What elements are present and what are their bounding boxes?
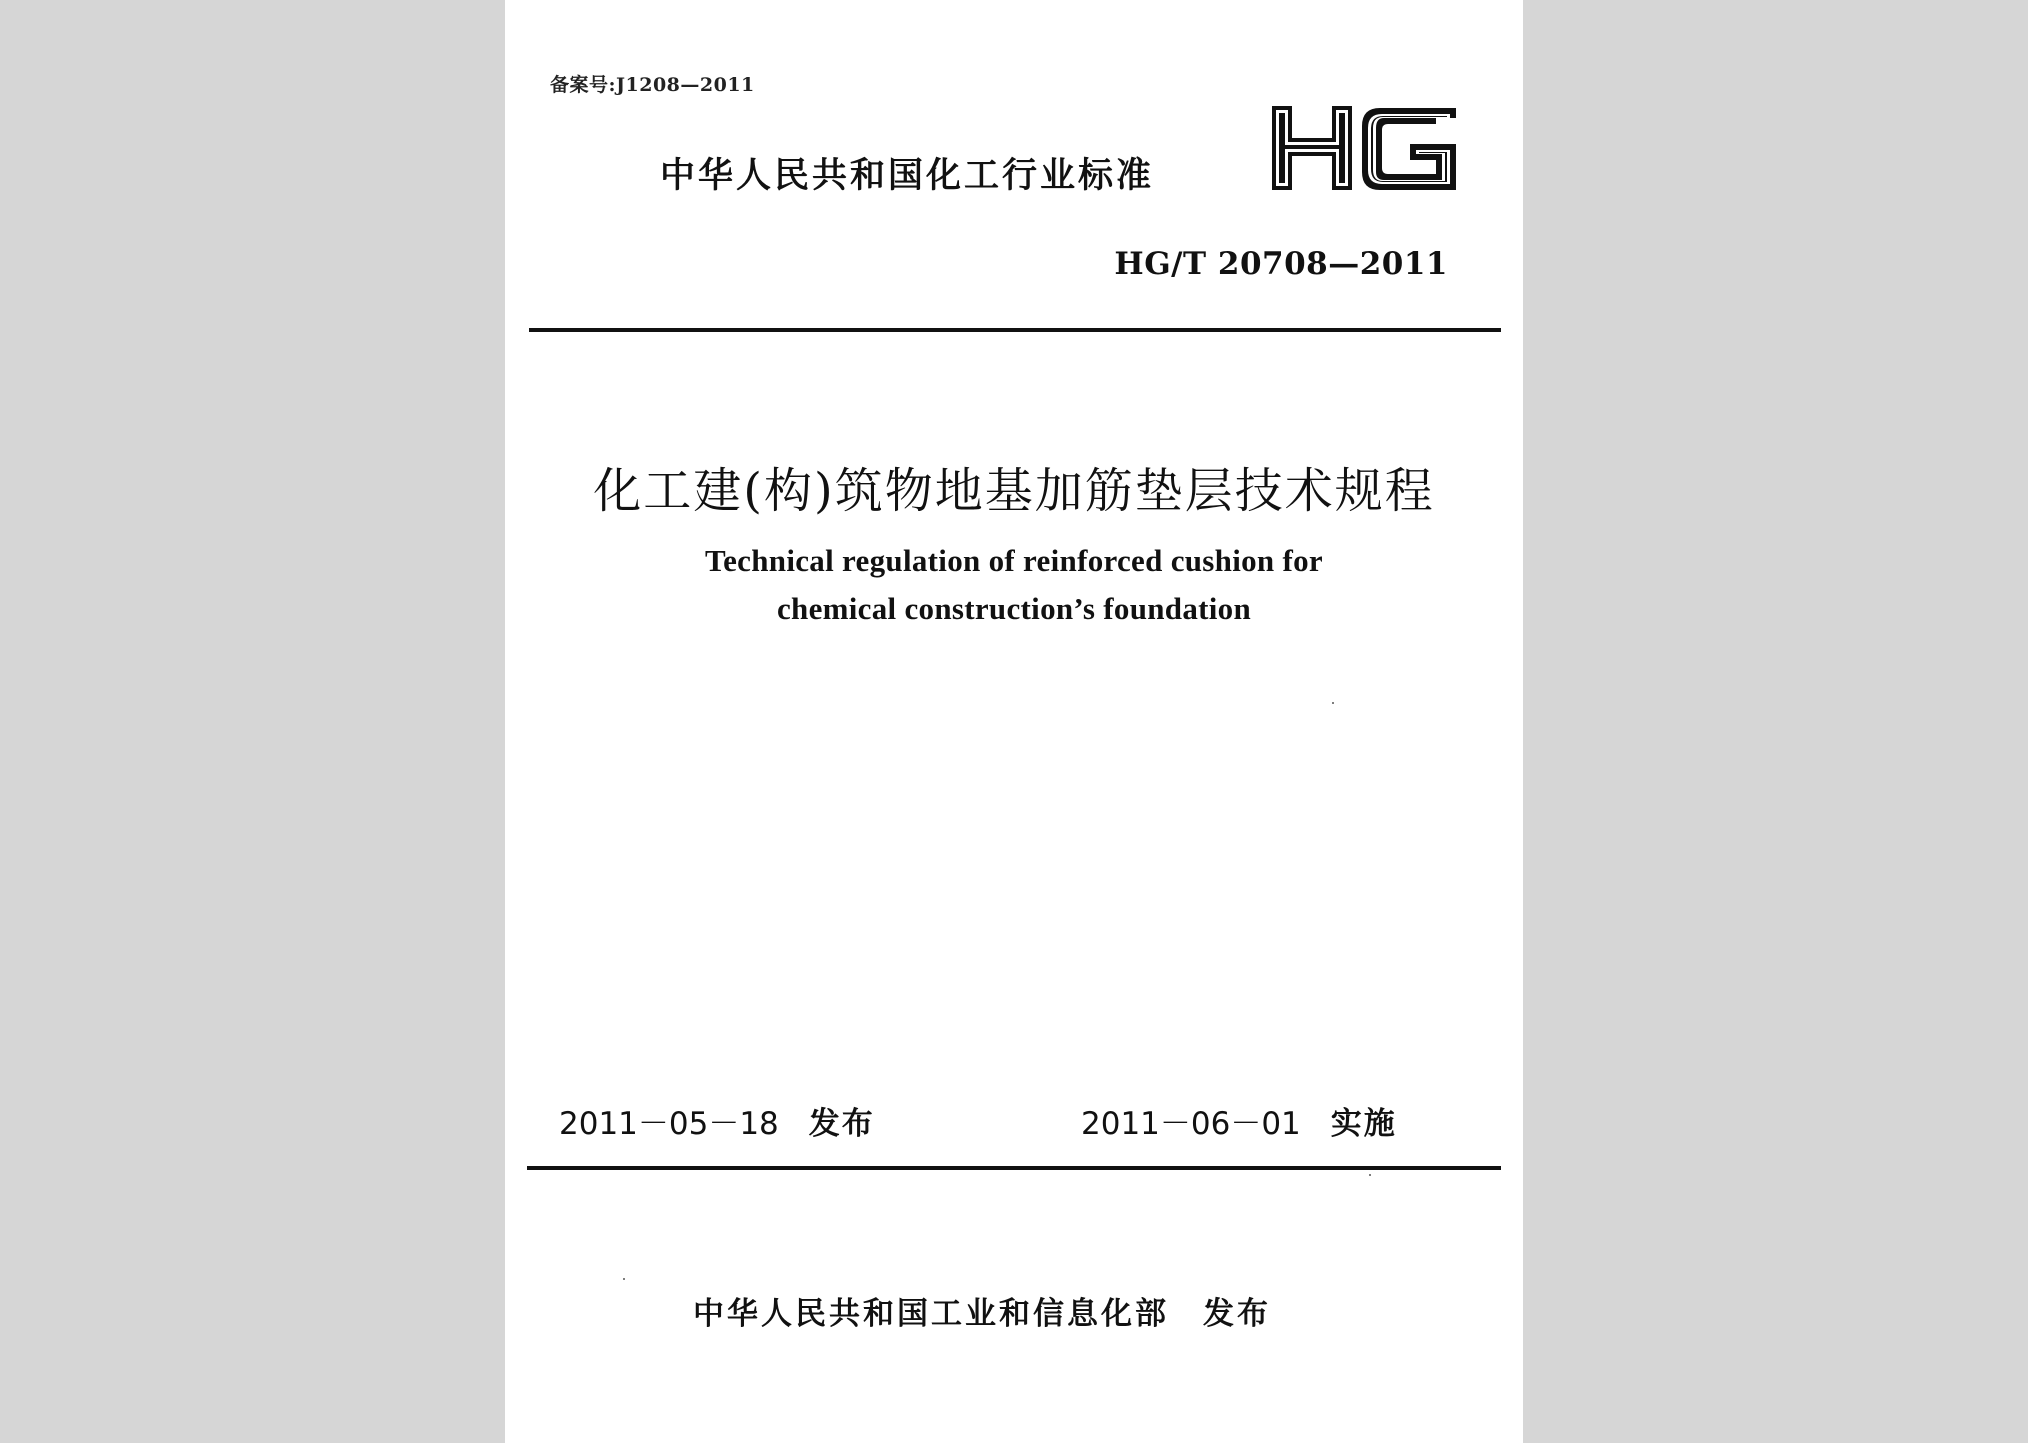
effective-date-row	[1081, 1098, 1397, 1143]
filing-number: 备案号:J1208—2011	[550, 74, 755, 96]
issue-date: 2011－05－18	[559, 1106, 779, 1142]
document-title-english-line2: chemical construction’s foundation	[776, 591, 1252, 626]
scan-speck	[623, 1278, 625, 1280]
issue-label: 发布	[808, 1106, 875, 1142]
hg-logo-icon	[1270, 104, 1460, 192]
document-cover-page	[505, 0, 1523, 1443]
top-divider	[529, 328, 1501, 332]
publisher-name: 中华人民共和国工业和信息化部	[693, 1296, 1169, 1332]
publisher-action: 发布	[1203, 1296, 1271, 1332]
issue-date-row	[559, 1098, 875, 1143]
scan-speck	[1369, 1174, 1371, 1176]
standard-organization: 中华人民共和国化工行业标准	[660, 156, 1155, 196]
effective-label: 实施	[1330, 1106, 1397, 1142]
bottom-divider	[527, 1166, 1501, 1170]
effective-date: 2011－06－01	[1081, 1106, 1301, 1142]
publisher-line	[693, 1288, 1271, 1333]
document-title-english-line1: Technical regulation of reinforced cushion for	[704, 543, 1323, 578]
standard-code: HG/T 20708—2011	[1114, 246, 1448, 282]
scan-speck	[1332, 702, 1334, 704]
document-title-chinese: 化工建(构)筑物地基加筋垫层技术规程	[593, 463, 1435, 519]
